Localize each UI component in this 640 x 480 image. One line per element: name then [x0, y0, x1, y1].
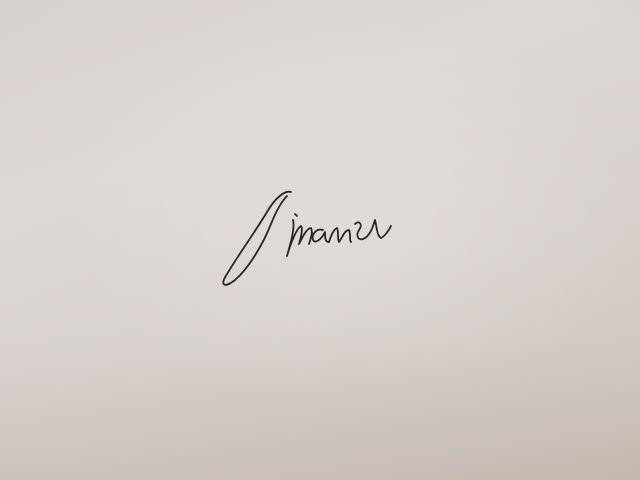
- signature-stroke-j: [223, 192, 291, 285]
- signature-stroke-n: [329, 228, 351, 242]
- signature-stroke-tail: [381, 226, 391, 238]
- signature-stroke-dot: [295, 214, 297, 216]
- handwritten-signature: [205, 180, 405, 300]
- signature-stroke-m: [287, 220, 312, 256]
- signature-stroke-s: [355, 220, 381, 239]
- signature-stroke-a: [313, 230, 329, 242]
